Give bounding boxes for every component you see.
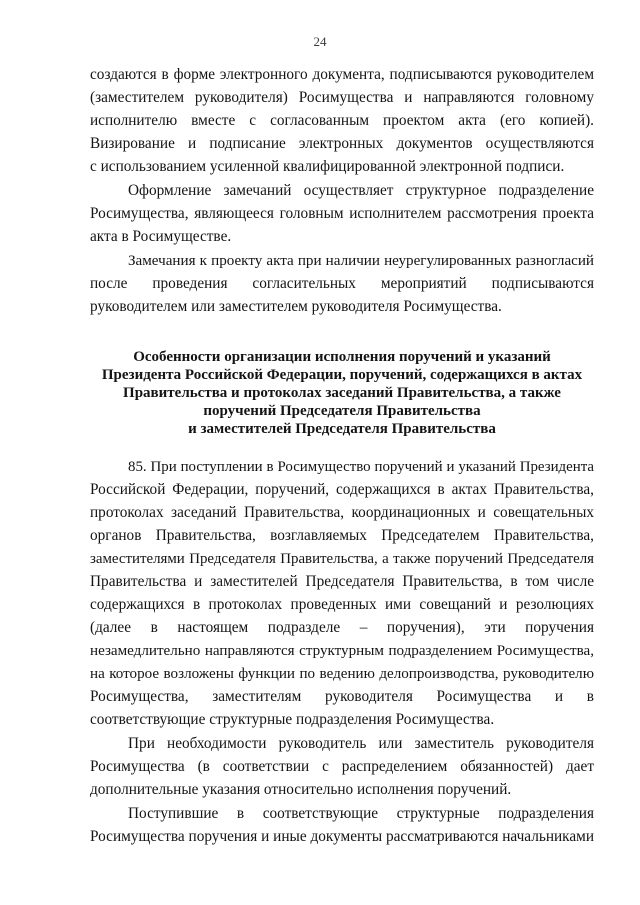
paragraph-2-line-1: Оформление замечаний осуществляет структурное подразделение bbox=[128, 182, 594, 199]
paragraph-85-line-4: органов Правительства, возглавляемых Председателем Правительства, bbox=[90, 527, 594, 544]
paragraph-85-line-12: соответствующие структурные подразделения Росимущества. bbox=[90, 711, 495, 728]
paragraph-85-line-7: содержащихся в протоколах проведенных ими совещаний и резолюциях bbox=[90, 596, 594, 613]
paragraph-need-line-2: Росимущества (в соответствии с распределением обязанностей) дает bbox=[90, 758, 594, 775]
paragraph-1-line-1: создаются в форме электронного документа, подписываются руководителем bbox=[90, 66, 594, 83]
paragraph-received-line-1: Поступившие в соответствующие структурные подразделения bbox=[128, 805, 594, 822]
paragraph-85-line-1: 85. При поступлении в Росимущество поручений и указаний Президента bbox=[128, 459, 594, 475]
section-heading-line-3: Правительства и протоколах заседаний Правительства, а также bbox=[123, 385, 561, 401]
page-number: 24 bbox=[313, 34, 327, 49]
paragraph-1-line-4: Визирование и подписание электронных документов осуществляются bbox=[90, 135, 594, 152]
section-heading-line-4: поручений Председателя Правительства bbox=[203, 403, 481, 419]
paragraph-85-line-10: на которое возложены функции по ведению делопроизводства, руководителю bbox=[90, 666, 594, 682]
section-heading-line-2: Президента Российской Федерации, поручений, содержащихся в актах bbox=[101, 367, 583, 383]
paragraph-3-line-1: Замечания к проекту акта при наличии неурегулированных разногласий bbox=[128, 253, 594, 269]
paragraph-3-line-3: руководителем или заместителем руководителя Росимущества. bbox=[90, 298, 502, 315]
paragraph-85-line-6: Правительства и заместителей Председателя Правительства, в том числе bbox=[90, 573, 594, 590]
paragraph-3-line-2: после проведения согласительных мероприятий подписываются bbox=[90, 275, 594, 292]
paragraph-1-line-5: с использованием усиленной квалифицированной электронной подписи. bbox=[90, 158, 565, 175]
paragraph-1-line-2: (заместителем руководителя) Росимущества и направляются головному bbox=[90, 89, 594, 106]
paragraph-85-line-9: незамедлительно направляются структурным подразделением Росимущества, bbox=[90, 643, 594, 659]
paragraph-1-line-3: исполнителю вместе с согласованным проектом акта (его копией). bbox=[90, 112, 594, 129]
paragraph-85-line-3: протоколах заседаний Правительства, координационных и совещательных bbox=[90, 504, 594, 521]
paragraph-2-line-2: Росимущества, являющееся головным исполнителем рассмотрения проекта bbox=[90, 205, 594, 222]
paragraph-need-line-1: При необходимости руководитель или заместитель руководителя bbox=[128, 735, 594, 752]
paragraph-85-line-8: (далее в настоящем подразделе – поручения), эти поручения bbox=[90, 619, 594, 636]
paragraph-2-line-3: акта в Росимуществе. bbox=[90, 228, 232, 245]
paragraph-received-line-2: Росимущества поручения и иные документы рассматриваются начальниками bbox=[90, 828, 595, 845]
paragraph-85-line-2: Российской Федерации, поручений, содержащихся в актах Правительства, bbox=[90, 481, 594, 498]
paragraph-85-line-11: Росимущества, заместителям руководителя Росимущества и в bbox=[90, 688, 594, 705]
paragraph-need-line-3: дополнительные указания относительно исполнения поручений. bbox=[90, 781, 512, 798]
section-heading-line-1: Особенности организации исполнения поручений и указаний bbox=[133, 349, 551, 365]
paragraph-85-line-5: заместителями Председателя Правительства, а также поручений Председателя bbox=[90, 551, 594, 567]
section-heading-line-5: и заместителей Председателя Правительства bbox=[188, 421, 496, 437]
